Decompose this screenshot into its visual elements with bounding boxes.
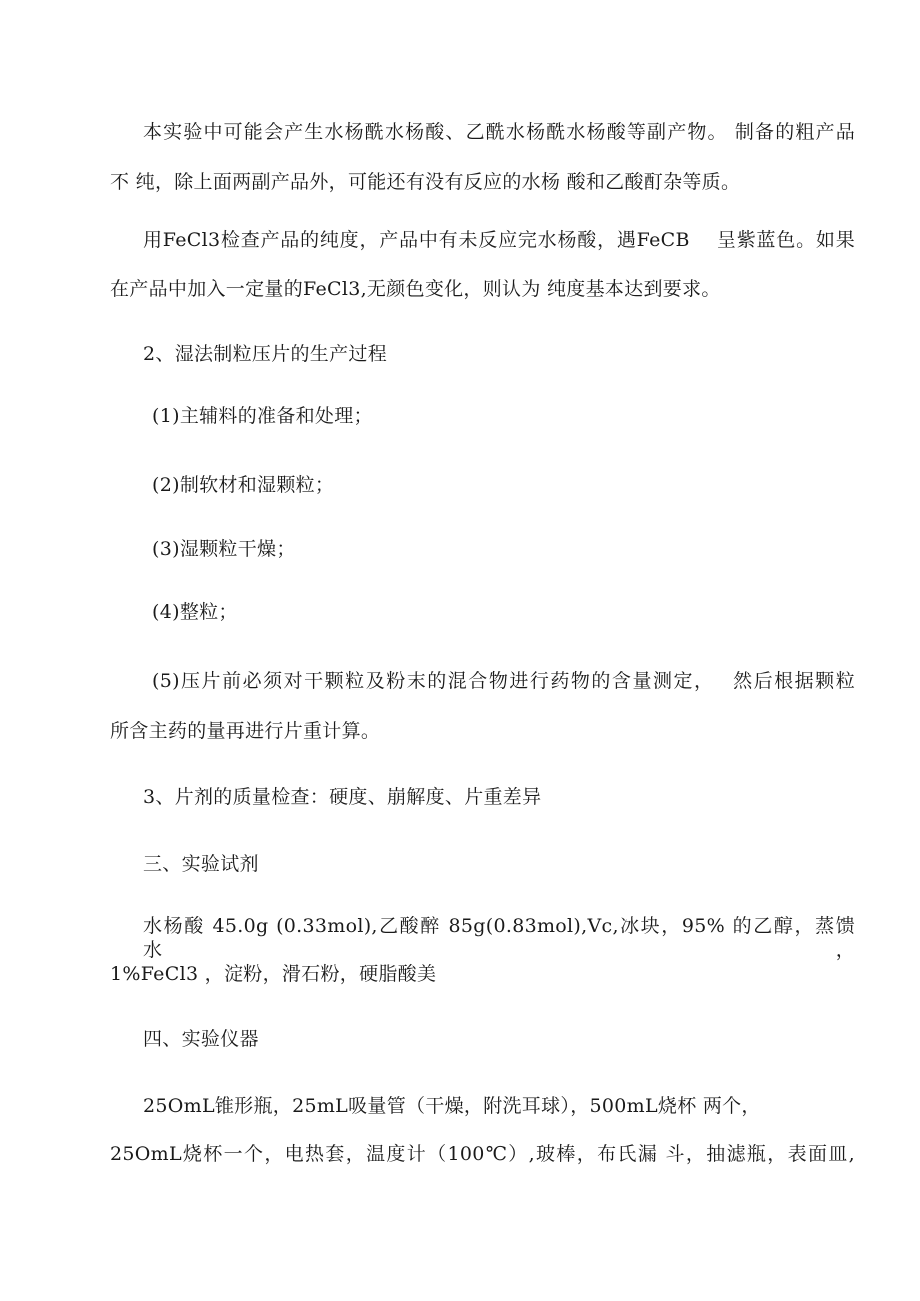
step-2: (2)制软材和湿颗粒； [152, 474, 335, 496]
reagents-line-2: 1%FeCl3 ，淀粉，滑石粉，硬脂酸美 [110, 963, 437, 985]
paragraph-fecl3-line-1: 用FeCl3检查产品的纯度，产品中有未反应完水杨酸，遇FeCB 呈紫蓝色。如果 [143, 229, 855, 251]
section-heading-quality-check: 3、片剂的质量检查：硬度、崩解度、片重差异 [143, 786, 542, 808]
section-heading-wet-granulation: 2、湿法制粒压片的生产过程 [143, 343, 387, 365]
section-heading-reagents: 三、实验试剂 [143, 853, 259, 875]
step-5-line-1: (5)压片前必须对干颗粒及粉末的混合物进行药物的含量测定， 然后根据颗粒 [152, 670, 855, 692]
step-4: (4)整粒； [152, 601, 238, 623]
step-3: (3)湿颗粒干燥； [152, 538, 296, 560]
paragraph-byproducts-line-2: 不 纯，除上面两副产品外，可能还有没有反应的水杨 酸和乙酸酊杂等质。 [110, 171, 741, 193]
step-5-line-2: 所含主药的量再进行片重计算。 [110, 720, 381, 742]
section-heading-instruments: 四、实验仪器 [143, 1028, 259, 1050]
step-1: (1)主辅料的准备和处理； [152, 405, 373, 427]
instruments-line-2: 25OmL烧杯一个，电热套，温度计（100℃）,玻棒，布氏漏 斗，抽滤瓶，表面皿, [110, 1143, 855, 1165]
paragraph-byproducts-line-1: 本实验中可能会产生水杨酰水杨酸、乙酰水杨酰水杨酸等副产物。 制备的粗产品 [143, 121, 855, 143]
instruments-line-1: 25OmL锥形瓶，25mL吸量管（干燥，附洗耳球），500mL烧杯 两个， [143, 1095, 761, 1117]
reagents-line-1: 水杨酸 45.0g (0.33mol),乙酸醉 85g(0.83mol),Vc,冰块，95% 的乙醇，蒸馈水， [143, 915, 855, 961]
paragraph-fecl3-line-2: 在产品中加入一定量的FeCl3,无颜色变化，则认为 纯度基本达到要求。 [110, 278, 721, 300]
